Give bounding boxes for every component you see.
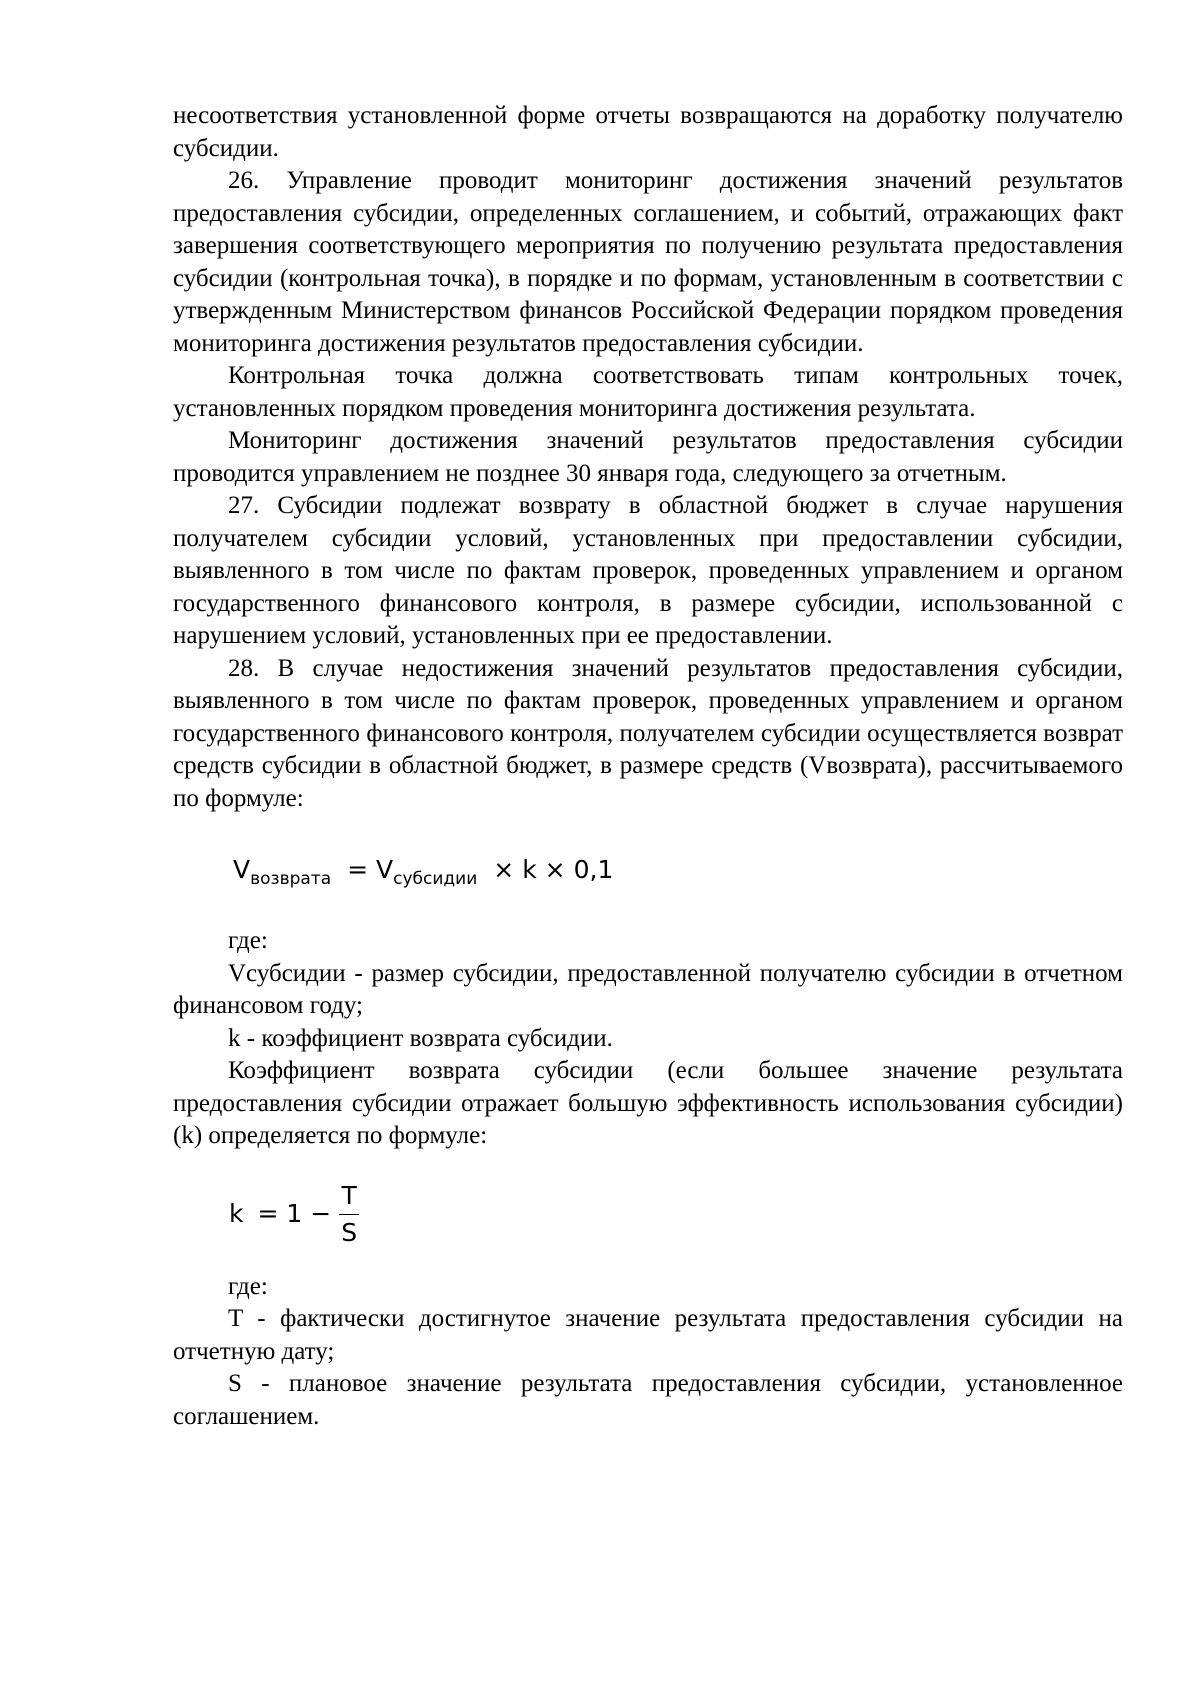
formula2-fraction: [339, 1181, 359, 1248]
formula-lhs-subscript: возврата: [250, 869, 332, 889]
formula-k: k: [522, 855, 537, 884]
paragraph-27: 27. Субсидии подлежат возврату в областной бюджет в случае нарушения получателем субсидии условий, установленных при предоставлении субсидии, выявленного в том числе по фактам проверок, проведенных управлением и органом государственного финансового контроля, в размере субсидии, использованной с нарушением условий, установленных при ее предоставлении.: [173, 492, 1123, 649]
definition-s: S - плановое значение результата предоставления субсидии, установленное соглашением.: [173, 1370, 1123, 1430]
paragraph-monitoring: Мониторинг достижения значений результатов предоставления субсидии проводится управлением не позднее 30 января года, следующего за отчетным.: [173, 427, 1123, 487]
formula-constant: 0,1: [573, 855, 614, 884]
formula2-denominator: S: [341, 1218, 358, 1247]
document-page: [173, 100, 1123, 1433]
definition-k: k - коэффициент возврата субсидии.: [228, 1024, 613, 1052]
definition-t: T - фактически достигнутое значение результата предоставления субсидии на отчетную дату;: [173, 1305, 1123, 1365]
paragraph-continuation: несоответствия установленной форме отчеты возвращаются на доработку получателю субсидии.: [173, 102, 1123, 162]
formula2-numerator: T: [339, 1181, 358, 1215]
formula-rhs: V: [376, 855, 394, 884]
formula2-equals: = 1 −: [257, 1199, 332, 1229]
definition-v-subsidy: Vсубсидии - размер субсидии, предоставленной получателю субсидии в отчетном финансовом году;: [173, 959, 1123, 1019]
refund-formula: [233, 845, 1123, 895]
formula-times-1: ×: [493, 855, 515, 884]
formula-equals: =: [347, 855, 369, 884]
formula-times-2: ×: [544, 855, 566, 884]
paragraph-coefficient: Коэффициент возврата субсидии (если большее значение результата предоставления субсидии отражает большую эффективность использования субсидии) (k) определяется по формуле:: [173, 1057, 1123, 1149]
where-label-2: где:: [228, 1272, 268, 1300]
formula2-lhs: k: [229, 1199, 244, 1229]
paragraph-control-point: Контрольная точка должна соответствовать типам контрольных точек, установленных порядком проведения мониторинга достижения результата.: [173, 362, 1123, 422]
where-label-1: где:: [228, 927, 268, 954]
paragraph-26: 26. Управление проводит мониторинг достижения значений результатов предоставления субсидии, определенных соглашением, и событий, отражающих факт завершения соответствующего мероприятия по получению результата предоставления субсидии (контрольная точка), в порядке и по формам, установленным в соответствии с утвержденным Министерством финансов Российской Федерации порядком проведения мониторинга достижения результатов предоставления субсидии.: [173, 167, 1123, 357]
paragraph-28: 28. В случае недостижения значений результатов предоставления субсидии, выявленного в том числе по фактам проверок, проведенных управлением и органом государственного финансового контроля, получателем субсидии осуществляется возврат средств субсидии в областной бюджет, в размере средств (Vвозврата), рассчитываемого по формуле:: [173, 654, 1123, 812]
formula-lhs: V: [233, 855, 251, 884]
formula-rhs-subscript: субсидии: [393, 869, 478, 889]
coefficient-formula: [229, 1175, 1123, 1255]
